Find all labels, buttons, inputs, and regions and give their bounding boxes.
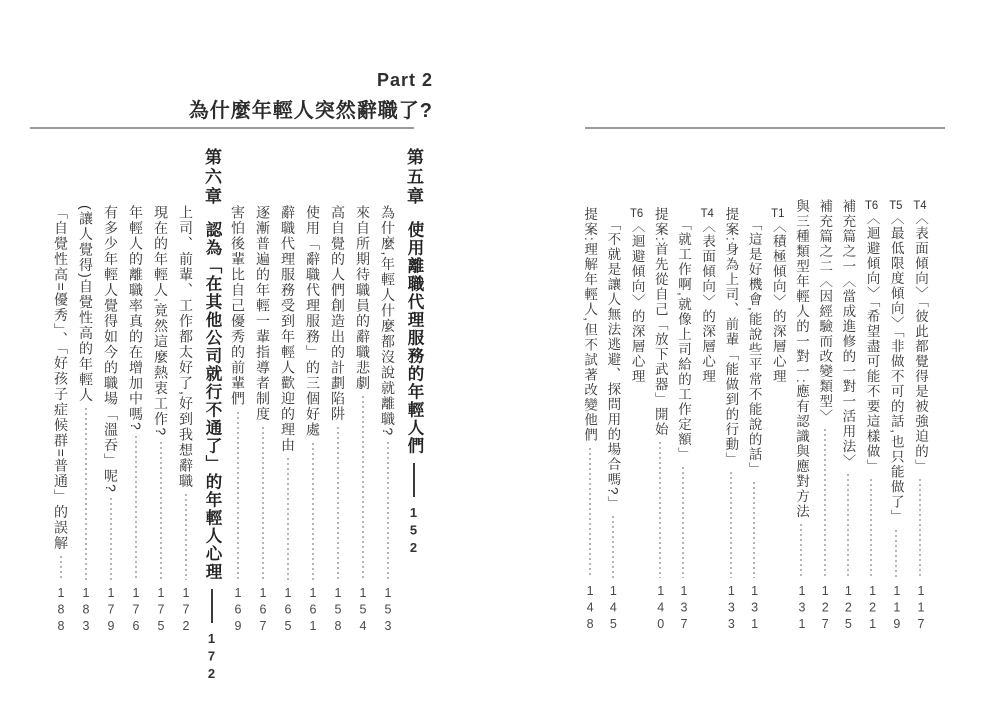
part-label: Part 2 (376, 70, 433, 90)
dotted-leader (73, 408, 98, 579)
toc-entry (73, 148, 98, 635)
dotted-leader (173, 494, 198, 579)
dotted-leader (148, 442, 173, 580)
toc-entry-text: 高自覺的人們創造出的計劃陷阱 (330, 205, 346, 422)
chapter-dash (413, 463, 415, 497)
toc-entry-text (908, 199, 932, 474)
type-label: T4 (700, 207, 714, 219)
dotted-leader (719, 472, 742, 577)
toc-section-heading (766, 199, 790, 633)
toc-entry (719, 199, 742, 633)
toc-entry-text: 提案:首先從自己「放下武器」開始 (652, 207, 668, 438)
toc-entry (884, 199, 908, 633)
toc-entry (275, 148, 300, 635)
dotted-leader (859, 479, 883, 577)
dotted-leader (742, 482, 765, 577)
page-number: 148 (583, 583, 598, 633)
toc-entry-text: 與三種類型年輕人的一對一:應有認識與應對方法 (793, 199, 809, 520)
dotted-leader (48, 556, 73, 579)
toc-entry-text: 補充篇之二〈因經驗而改變類型〉 (817, 199, 833, 424)
header-rule-left (30, 127, 414, 129)
page-number: 145 (606, 583, 621, 633)
toc-entry-text: 「不就是讓人無法逃避、探問用的場合嗎?」 (605, 217, 621, 512)
page-number: 172 (179, 585, 193, 635)
toc-entry-text (695, 207, 719, 384)
chapter-page-number: 152 (406, 504, 421, 557)
toc-entry (123, 148, 148, 635)
toc-entry-text (766, 207, 790, 384)
entry-text: 〈表面傾向〉「彼此都覺得是被強迫的」 (913, 211, 928, 475)
toc-entry (325, 148, 350, 635)
toc-entry (300, 148, 325, 635)
toc-entry-text: 「就工作啊,就像上司給的工作定額」 (675, 217, 691, 463)
entry-text: 〈迴避傾向〉「希望盡可能不要這樣做」 (864, 211, 880, 475)
toc-entry (859, 199, 883, 633)
header-rule-right (585, 127, 945, 129)
toc-entry (908, 199, 932, 633)
dotted-leader (375, 442, 400, 580)
chapter-dash (211, 589, 213, 623)
dotted-leader (790, 524, 813, 577)
chapter-page-number: 172 (204, 630, 219, 683)
chapter-label: 第六章 (202, 148, 221, 207)
entry-text: 〈積極傾向〉的深層心理 (770, 219, 786, 384)
type-label: T5 (889, 199, 903, 211)
dotted-leader (908, 479, 932, 577)
page-number: 167 (256, 585, 270, 635)
dotted-leader (578, 448, 601, 578)
toc-entry (790, 199, 813, 633)
dotted-leader (123, 436, 148, 579)
entry-text: 〈迴避傾向〉的深層心理 (629, 219, 645, 384)
dotted-leader (98, 498, 123, 579)
toc-entry (672, 199, 695, 633)
toc-section-heading (624, 199, 648, 633)
toc-entry-text (624, 207, 648, 384)
chapter-gap (400, 207, 427, 221)
toc-entry-text: 有多少年輕人覺得如今的職場「溫吞」呢? (103, 205, 119, 494)
dotted-leader (649, 442, 672, 577)
toc-entry (649, 199, 672, 633)
page-number: 133 (724, 583, 739, 633)
toc-entry-text: 害怕後輩比自己優秀的前輩們 (230, 205, 246, 407)
page-number: 119 (889, 583, 904, 633)
chapter-title: 認為「在其他公司就行不通了」的年輕人心理 (203, 220, 221, 581)
page-number: 165 (281, 585, 295, 635)
toc-entry (48, 148, 73, 635)
toc-entry-text: 提案:身為上司、前輩「能做到的行動」 (723, 207, 739, 468)
chapter-heading-6 (198, 148, 225, 683)
page-number: 158 (331, 585, 345, 635)
toc-entry-text: 提案:理解年輕人,但不試著改變他們 (582, 207, 598, 443)
page-number: 161 (306, 585, 320, 635)
toc-entry (813, 199, 836, 633)
dotted-leader (325, 427, 350, 580)
toc-entry (98, 148, 123, 635)
page-number: 140 (653, 583, 668, 633)
page-number: 117 (914, 583, 928, 633)
dotted-leader (300, 443, 325, 580)
toc-entry (350, 148, 375, 635)
page-number: 154 (356, 585, 370, 635)
entry-text: 〈表面傾向〉的深層心理 (700, 219, 716, 384)
page-header (0, 70, 433, 123)
toc-entry-text: 辭職代理服務受到年輕人歡迎的理由 (280, 205, 296, 453)
toc-right-page (584, 199, 932, 633)
dotted-leader (601, 516, 624, 577)
toc-section-heading (695, 199, 719, 633)
toc-entry-text: (讓人覺得)自覺性高的年輕人 (78, 205, 94, 404)
dotted-leader (836, 474, 859, 578)
chapter-gap (198, 207, 225, 221)
toc-entry (148, 148, 173, 635)
chapter-heading-5 (400, 148, 427, 635)
page-number: 121 (865, 583, 880, 633)
toc-entry (578, 199, 601, 633)
type-label: T6 (864, 199, 879, 211)
page-number: 137 (676, 583, 691, 633)
toc-entry (836, 199, 859, 633)
toc-entry (250, 148, 275, 635)
dotted-leader (275, 458, 300, 580)
page-number: 131 (794, 583, 809, 633)
entry-text: 〈最低限度傾向〉「非做不可的話,也只能做了」 (888, 211, 904, 525)
dotted-leader (225, 412, 250, 580)
type-label: T6 (629, 207, 644, 219)
page-number: 183 (79, 585, 93, 635)
toc-entry (173, 148, 198, 635)
toc-entry (742, 199, 765, 633)
toc-entry-text: 逐漸普遍的年輕一輩指導者制度 (255, 205, 271, 422)
toc-entry (225, 148, 250, 635)
dotted-leader (250, 427, 275, 580)
toc-entry-text: 補充篇之一〈當成進修的一對一活用法〉 (840, 199, 856, 469)
type-label: T4 (913, 199, 927, 211)
toc-entry-text (859, 199, 883, 474)
page-number: 153 (381, 585, 395, 635)
toc-entry-text: 現在的年輕人,竟然這麼熱衷工作? (153, 205, 169, 437)
page-number: 169 (231, 585, 245, 635)
toc-entry (375, 148, 400, 635)
toc-entry (601, 199, 624, 633)
dotted-leader (672, 467, 695, 577)
dotted-leader (813, 429, 836, 578)
toc-entry-text: 年輕人的離職率真的在增加中嗎? (128, 205, 144, 432)
toc-entry-text: 「自覺性高=優秀」、「好孩子症候群=普通」的誤解 (53, 205, 69, 552)
chapter-title: 使用離職代理服務的年輕人們 (405, 220, 423, 455)
page-number: 127 (818, 583, 833, 633)
toc-entry-text: 為什麼,年輕人什麼都沒說就離職? (380, 205, 396, 437)
page-number: 176 (129, 585, 143, 635)
toc-entry-text (884, 199, 908, 525)
chapter-label: 第五章 (404, 148, 423, 207)
toc-entry-text: 使用「辭職代理服務」的三個好處 (305, 205, 321, 438)
page-number: 125 (841, 583, 856, 633)
dotted-leader (350, 396, 375, 580)
toc-entry-text: 上司、前輩、工作都太好了,好到我想辭職 (178, 205, 194, 490)
page-number: 179 (104, 585, 118, 635)
dotted-leader (884, 530, 908, 578)
type-label: T1 (771, 207, 785, 219)
part-title: 為什麼年輕人突然辭職了? (188, 100, 433, 122)
toc-entry-text: 來自所期待職員的辭職悲劇 (355, 205, 371, 391)
toc-left-page (27, 148, 427, 683)
toc-entry-text: 「這是好機會,能說些平常不能說的話」 (746, 217, 762, 478)
page-number: 188 (54, 585, 68, 635)
page-number: 175 (154, 585, 168, 635)
page-number: 131 (747, 583, 762, 633)
